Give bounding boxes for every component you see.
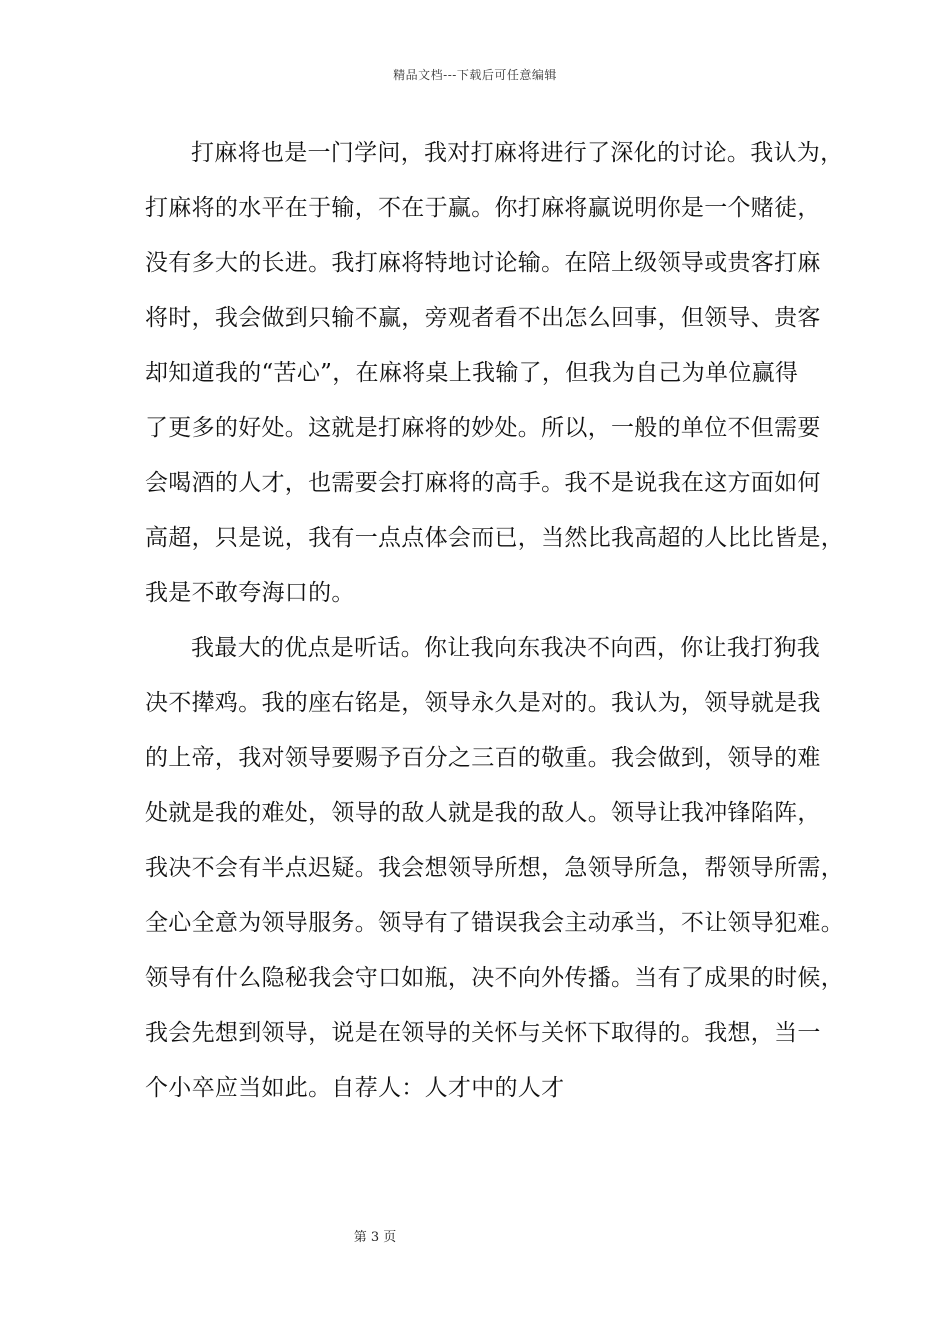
- paragraph-line: 个小卒应当如此。自荐人：人才中的人才: [145, 1075, 565, 1101]
- paragraph-line: 的上帝，我对领导要赐予百分之三百的敬重。我会做到，领导的难: [145, 745, 821, 771]
- paragraph-line: 领导有什么隐秘我会守口如瓶，决不向外传播。当有了成果的时候，: [145, 965, 844, 991]
- paragraph-1: [145, 126, 844, 621]
- paragraph-line: 我是不敢夸海口的。: [145, 580, 355, 606]
- paragraph-line: 了更多的好处。这就是打麻将的妙处。所以，一般的单位不但需要: [145, 415, 821, 441]
- paragraph-line: 我决不会有半点迟疑。我会想领导所想，急领导所急，帮领导所需，: [145, 855, 844, 881]
- paragraph-line: 打麻将的水平在于输，不在于赢。你打麻将赢说明你是一个赌徒，: [145, 195, 821, 221]
- paragraph-2: [145, 621, 844, 1116]
- paragraph-line: 处就是我的难处，领导的敌人就是我的敌人。领导让我冲锋陷阵，: [145, 800, 821, 826]
- page-header: 精品文档---下载后可任意编辑: [393, 68, 557, 82]
- paragraph-line: 却知道我的“苦心”，在麻将桌上我输了，但我为自己为单位赢得: [145, 360, 799, 386]
- paragraph-line: 全心全意为领导服务。领导有了错误我会主动承当，不让领导犯难。: [145, 910, 844, 936]
- paragraph-line: 将时，我会做到只输不赢，旁观者看不出怎么回事，但领导、贵客: [145, 305, 821, 331]
- paragraph-line: 高超，只是说，我有一点点体会而已，当然比我高超的人比比皆是，: [145, 525, 844, 551]
- paragraph-line: 我会先想到领导，说是在领导的关怀与关怀下取得的。我想，当一: [145, 1020, 821, 1046]
- page-number: 第 3 页: [353, 1230, 397, 1245]
- paragraph-line: 没有多大的长进。我打麻将特地讨论输。在陪上级领导或贵客打麻: [145, 250, 821, 276]
- paragraph-line: 打麻将也是一门学问，我对打麻将进行了深化的讨论。我认为，: [191, 140, 844, 166]
- document-body: [145, 126, 844, 1116]
- paragraph-line: 会喝酒的人才，也需要会打麻将的高手。我不是说我在这方面如何: [145, 470, 821, 496]
- paragraph-line: 我最大的优点是听话。你让我向东我决不向西，你让我打狗我: [191, 635, 821, 661]
- paragraph-line: 决不撵鸡。我的座右铭是，领导永久是对的。我认为，领导就是我: [145, 690, 821, 716]
